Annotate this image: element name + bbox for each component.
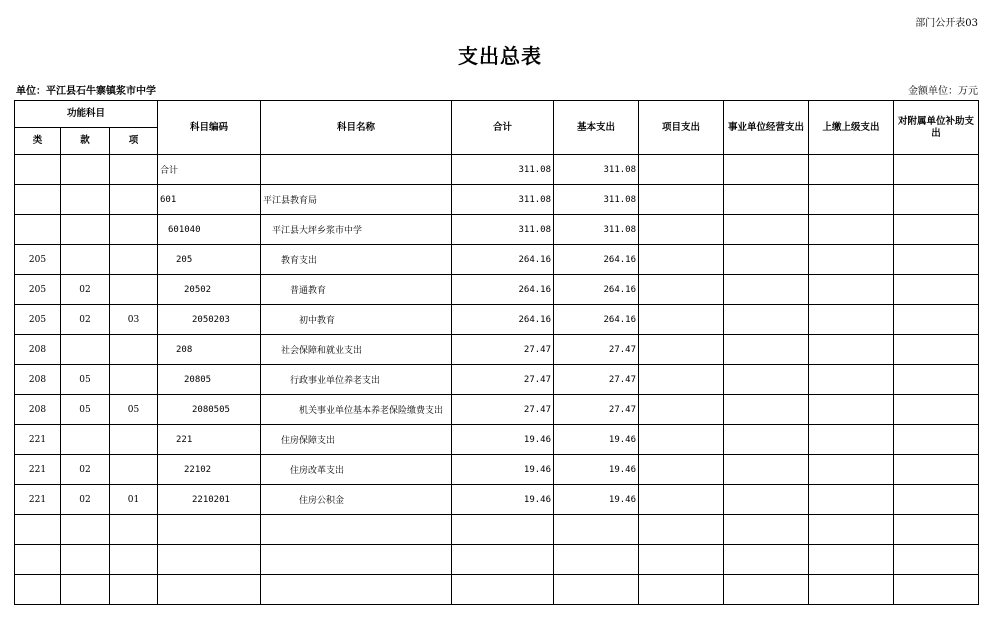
cell-code: 2050203 bbox=[158, 305, 261, 335]
cell-name: 住房保障支出 bbox=[261, 425, 452, 455]
table-row bbox=[15, 275, 979, 305]
cell-xiang bbox=[110, 335, 158, 365]
table-row bbox=[15, 335, 979, 365]
cell-xiang bbox=[110, 215, 158, 245]
cell-name: 住房改革支出 bbox=[261, 455, 452, 485]
cell-basic: 19.46 bbox=[554, 425, 639, 455]
cell-name bbox=[261, 575, 452, 605]
cell-subsidy bbox=[894, 515, 979, 545]
table-row bbox=[15, 395, 979, 425]
cell-xiang bbox=[110, 245, 158, 275]
cell-name: 平江县大坪乡浆市中学 bbox=[261, 215, 452, 245]
cell-kuan bbox=[61, 215, 110, 245]
cell-xiang bbox=[110, 545, 158, 575]
cell-basic: 264.16 bbox=[554, 305, 639, 335]
cell-xiang bbox=[110, 455, 158, 485]
cell-code: 221 bbox=[158, 425, 261, 455]
cell-kuan bbox=[61, 425, 110, 455]
cell-lei bbox=[15, 545, 61, 575]
cell-total: 19.46 bbox=[452, 455, 554, 485]
cell-xiang bbox=[110, 515, 158, 545]
cell-code bbox=[158, 545, 261, 575]
cell-subsidy bbox=[894, 215, 979, 245]
cell-code: 20502 bbox=[158, 275, 261, 305]
cell-code: 2210201 bbox=[158, 485, 261, 515]
cell-lei: 221 bbox=[15, 455, 61, 485]
cell-total bbox=[452, 515, 554, 545]
cell-business bbox=[724, 365, 809, 395]
cell-xiang: 03 bbox=[110, 305, 158, 335]
cell-kuan bbox=[61, 545, 110, 575]
cell-business bbox=[724, 275, 809, 305]
cell-lei bbox=[15, 155, 61, 185]
header-lei: 类 bbox=[15, 128, 61, 155]
table-row bbox=[15, 155, 979, 185]
cell-total: 27.47 bbox=[452, 395, 554, 425]
page-title: 支出总表 bbox=[458, 44, 542, 68]
cell-code bbox=[158, 575, 261, 605]
cell-project bbox=[639, 545, 724, 575]
cell-name: 机关事业单位基本养老保险缴费支出 bbox=[261, 395, 452, 425]
cell-basic bbox=[554, 515, 639, 545]
cell-kuan: 05 bbox=[61, 395, 110, 425]
cell-upper bbox=[809, 305, 894, 335]
header-kuan: 款 bbox=[61, 128, 110, 155]
cell-name bbox=[261, 545, 452, 575]
cell-business bbox=[724, 155, 809, 185]
cell-xiang: 05 bbox=[110, 395, 158, 425]
cell-subsidy bbox=[894, 275, 979, 305]
cell-kuan: 02 bbox=[61, 305, 110, 335]
cell-subsidy bbox=[894, 365, 979, 395]
cell-name: 社会保障和就业支出 bbox=[261, 335, 452, 365]
cell-business bbox=[724, 305, 809, 335]
expenditure-table bbox=[14, 100, 979, 605]
cell-lei: 205 bbox=[15, 305, 61, 335]
cell-name: 行政事业单位养老支出 bbox=[261, 365, 452, 395]
cell-lei: 208 bbox=[15, 335, 61, 365]
cell-project bbox=[639, 215, 724, 245]
cell-upper bbox=[809, 425, 894, 455]
cell-business bbox=[724, 455, 809, 485]
cell-code: 2080505 bbox=[158, 395, 261, 425]
cell-business bbox=[724, 215, 809, 245]
cell-upper bbox=[809, 455, 894, 485]
cell-business bbox=[724, 395, 809, 425]
cell-code: 20805 bbox=[158, 365, 261, 395]
cell-total: 19.46 bbox=[452, 485, 554, 515]
cell-lei bbox=[15, 185, 61, 215]
header-total: 合计 bbox=[452, 101, 554, 155]
cell-subsidy bbox=[894, 185, 979, 215]
cell-upper bbox=[809, 215, 894, 245]
header-xiang: 项 bbox=[110, 128, 158, 155]
cell-kuan bbox=[61, 185, 110, 215]
cell-project bbox=[639, 365, 724, 395]
cell-subsidy bbox=[894, 335, 979, 365]
cell-name: 初中教育 bbox=[261, 305, 452, 335]
cell-subsidy bbox=[894, 395, 979, 425]
cell-xiang bbox=[110, 365, 158, 395]
cell-total bbox=[452, 575, 554, 605]
cell-name: 平江县教育局 bbox=[261, 185, 452, 215]
cell-basic: 27.47 bbox=[554, 335, 639, 365]
cell-name: 教育支出 bbox=[261, 245, 452, 275]
header-business: 事业单位经营支出 bbox=[724, 101, 809, 155]
cell-kuan: 02 bbox=[61, 485, 110, 515]
cell-lei: 221 bbox=[15, 485, 61, 515]
cell-total: 311.08 bbox=[452, 185, 554, 215]
table-row bbox=[15, 455, 979, 485]
header-subsidy: 对附属单位补助支出 bbox=[894, 101, 979, 155]
table-row bbox=[15, 425, 979, 455]
cell-basic: 264.16 bbox=[554, 275, 639, 305]
cell-upper bbox=[809, 395, 894, 425]
cell-upper bbox=[809, 155, 894, 185]
cell-upper bbox=[809, 335, 894, 365]
cell-project bbox=[639, 425, 724, 455]
header-code: 科目编码 bbox=[158, 101, 261, 155]
table-row bbox=[15, 575, 979, 605]
header-func-group: 功能科目 bbox=[15, 101, 158, 128]
cell-lei: 205 bbox=[15, 245, 61, 275]
cell-project bbox=[639, 155, 724, 185]
cell-total bbox=[452, 545, 554, 575]
cell-code: 208 bbox=[158, 335, 261, 365]
cell-basic: 264.16 bbox=[554, 245, 639, 275]
table-row bbox=[15, 485, 979, 515]
cell-lei: 221 bbox=[15, 425, 61, 455]
header-upper: 上缴上级支出 bbox=[809, 101, 894, 155]
header-name: 科目名称 bbox=[261, 101, 452, 155]
cell-code: 601040 bbox=[158, 215, 261, 245]
cell-kuan bbox=[61, 245, 110, 275]
cell-subsidy bbox=[894, 455, 979, 485]
cell-code: 合计 bbox=[158, 155, 261, 185]
amount-unit: 金额单位：万元 bbox=[908, 86, 978, 97]
cell-total: 19.46 bbox=[452, 425, 554, 455]
cell-basic bbox=[554, 575, 639, 605]
cell-project bbox=[639, 185, 724, 215]
cell-name: 住房公积金 bbox=[261, 485, 452, 515]
cell-subsidy bbox=[894, 155, 979, 185]
cell-business bbox=[724, 425, 809, 455]
cell-name bbox=[261, 515, 452, 545]
cell-lei bbox=[15, 215, 61, 245]
cell-business bbox=[724, 485, 809, 515]
cell-subsidy bbox=[894, 485, 979, 515]
cell-subsidy bbox=[894, 245, 979, 275]
table-row bbox=[15, 545, 979, 575]
cell-lei: 208 bbox=[15, 395, 61, 425]
cell-business bbox=[724, 335, 809, 365]
cell-xiang bbox=[110, 575, 158, 605]
cell-basic: 311.08 bbox=[554, 185, 639, 215]
cell-upper bbox=[809, 545, 894, 575]
cell-total: 264.16 bbox=[452, 275, 554, 305]
cell-basic: 311.08 bbox=[554, 215, 639, 245]
cell-code: 22102 bbox=[158, 455, 261, 485]
cell-upper bbox=[809, 575, 894, 605]
cell-business bbox=[724, 575, 809, 605]
cell-name: 普通教育 bbox=[261, 275, 452, 305]
cell-project bbox=[639, 575, 724, 605]
cell-upper bbox=[809, 365, 894, 395]
table-row bbox=[15, 515, 979, 545]
header-basic: 基本支出 bbox=[554, 101, 639, 155]
table-row bbox=[15, 245, 979, 275]
cell-basic: 311.08 bbox=[554, 155, 639, 185]
cell-project bbox=[639, 395, 724, 425]
cell-subsidy bbox=[894, 425, 979, 455]
cell-code: 205 bbox=[158, 245, 261, 275]
cell-xiang bbox=[110, 155, 158, 185]
cell-name bbox=[261, 155, 452, 185]
cell-project bbox=[639, 335, 724, 365]
cell-basic: 19.46 bbox=[554, 455, 639, 485]
cell-subsidy bbox=[894, 545, 979, 575]
cell-xiang: 01 bbox=[110, 485, 158, 515]
cell-upper bbox=[809, 185, 894, 215]
cell-project bbox=[639, 485, 724, 515]
cell-upper bbox=[809, 275, 894, 305]
unit-label: 单位：平江县石牛寨镇浆市中学 bbox=[16, 86, 156, 97]
cell-lei bbox=[15, 575, 61, 605]
cell-upper bbox=[809, 515, 894, 545]
cell-lei bbox=[15, 515, 61, 545]
cell-kuan bbox=[61, 575, 110, 605]
table-row bbox=[15, 305, 979, 335]
table-row bbox=[15, 215, 979, 245]
cell-kuan: 02 bbox=[61, 455, 110, 485]
cell-business bbox=[724, 545, 809, 575]
cell-basic bbox=[554, 545, 639, 575]
cell-xiang bbox=[110, 185, 158, 215]
cell-basic: 27.47 bbox=[554, 365, 639, 395]
header-project: 项目支出 bbox=[639, 101, 724, 155]
cell-upper bbox=[809, 485, 894, 515]
cell-total: 27.47 bbox=[452, 365, 554, 395]
cell-project bbox=[639, 305, 724, 335]
cell-xiang bbox=[110, 425, 158, 455]
cell-total: 264.16 bbox=[452, 245, 554, 275]
cell-project bbox=[639, 245, 724, 275]
cell-business bbox=[724, 245, 809, 275]
cell-business bbox=[724, 185, 809, 215]
table-row bbox=[15, 365, 979, 395]
cell-kuan bbox=[61, 155, 110, 185]
cell-lei: 205 bbox=[15, 275, 61, 305]
cell-subsidy bbox=[894, 575, 979, 605]
cell-project bbox=[639, 275, 724, 305]
cell-kuan bbox=[61, 335, 110, 365]
form-id: 部门公开表03 bbox=[915, 18, 978, 29]
cell-basic: 19.46 bbox=[554, 485, 639, 515]
cell-total: 264.16 bbox=[452, 305, 554, 335]
cell-lei: 208 bbox=[15, 365, 61, 395]
cell-total: 311.08 bbox=[452, 155, 554, 185]
cell-business bbox=[724, 515, 809, 545]
cell-project bbox=[639, 455, 724, 485]
cell-subsidy bbox=[894, 305, 979, 335]
cell-kuan: 05 bbox=[61, 365, 110, 395]
cell-kuan bbox=[61, 515, 110, 545]
cell-code bbox=[158, 515, 261, 545]
cell-code: 601 bbox=[158, 185, 261, 215]
cell-total: 27.47 bbox=[452, 335, 554, 365]
cell-project bbox=[639, 515, 724, 545]
cell-upper bbox=[809, 245, 894, 275]
cell-total: 311.08 bbox=[452, 215, 554, 245]
cell-kuan: 02 bbox=[61, 275, 110, 305]
table-row bbox=[15, 185, 979, 215]
cell-basic: 27.47 bbox=[554, 395, 639, 425]
cell-xiang bbox=[110, 275, 158, 305]
